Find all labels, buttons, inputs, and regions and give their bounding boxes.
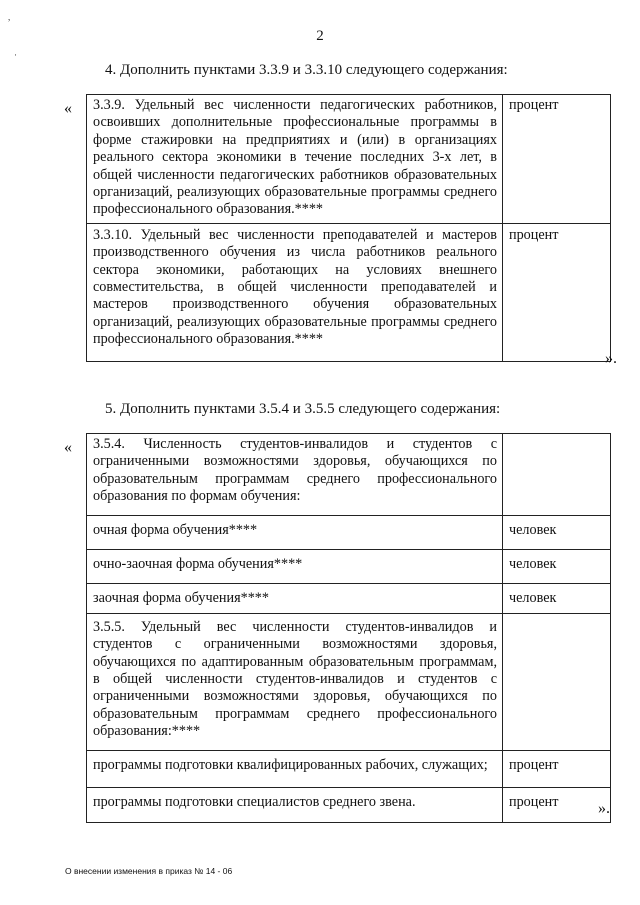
open-quote: « (64, 100, 72, 117)
item-3-5-4-text: 3.5.4. Численность студентов-инвалидов и студентов с ограниченными возможностями здоровья, обучающихся по образовательным программам среднего профессионального образования по формам обучения: (87, 434, 503, 516)
form-part-time: очно-заочная форма обучения**** (87, 550, 503, 584)
table-row (87, 550, 611, 584)
close-quote: ». (598, 800, 610, 817)
page-number: 2 (316, 28, 324, 44)
item-3-5-5-unit (503, 613, 611, 750)
table-row (87, 515, 611, 549)
table-row (87, 223, 611, 361)
item-3-5-5-text: 3.5.5. Удельный вес численности студентов-инвалидов и студентов с ограниченными возможностями здоровья, обучающихся по адаптированным образовательным программам, в общей численности студентов-инвалидов и студентов с ограниченными возможностями здоровья, обучающихся по образовательным программам среднего профессионального образования:**** (87, 613, 503, 750)
section-4-table (86, 94, 611, 362)
section-4-heading: 4. Дополнить пунктами 3.3.9 и 3.3.10 следующего содержания: (105, 62, 508, 78)
table-row (87, 584, 611, 613)
form-full-time: очная форма обучения**** (87, 515, 503, 549)
form-distance: заочная форма обучения**** (87, 584, 503, 613)
item-3-3-9-unit: процент (503, 95, 611, 224)
item-3-3-9-text: 3.3.9. Удельный вес численности педагогических работников, освоивших дополнительные профессиональные программы в форме стажировки на предприятиях и (или) в организациях реального сектора экономики в течение последних 3-х лет, в общей численности педагогических работников образовательных организаций, реализующих образовательные программы среднего профессионального образования.**** (87, 95, 503, 224)
form-distance-unit: человек (503, 584, 611, 613)
open-quote: « (64, 439, 72, 456)
form-full-time-unit: человек (503, 515, 611, 549)
table-row (87, 750, 611, 787)
item-3-5-4-unit (503, 434, 611, 516)
table-row (87, 613, 611, 750)
table-row (87, 95, 611, 224)
program-skilled-workers-unit: процент (503, 750, 611, 787)
form-part-time-unit: человек (503, 550, 611, 584)
footer-note: О внесении изменения в приказ № 14 - 06 (65, 866, 233, 876)
program-mid-level-specialists-unit: процент (503, 788, 611, 822)
section-5-table (86, 433, 611, 823)
item-3-3-10-text: 3.3.10. Удельный вес численности преподавателей и мастеров производственного обучения из числа работников реального сектора экономики, работающих на условиях внешнего совместительства, в общей численности преподавателей и мастеров производственного обучения образовательных организаций, реализующих образовательные программы среднего профессионального образования.**** (87, 223, 503, 361)
program-mid-level-specialists: программы подготовки специалистов среднего звена. (87, 788, 503, 822)
section-5-heading: 5. Дополнить пунктами 3.5.4 и 3.5.5 следующего содержания: (105, 401, 501, 417)
scan-mark: · (14, 50, 17, 60)
table-row (87, 788, 611, 822)
item-3-3-10-unit: процент (503, 223, 611, 361)
program-skilled-workers: программы подготовки квалифицированных рабочих, служащих; (87, 750, 503, 787)
table-row (87, 434, 611, 516)
scan-mark: , (8, 12, 11, 22)
close-quote: ». (605, 350, 617, 367)
